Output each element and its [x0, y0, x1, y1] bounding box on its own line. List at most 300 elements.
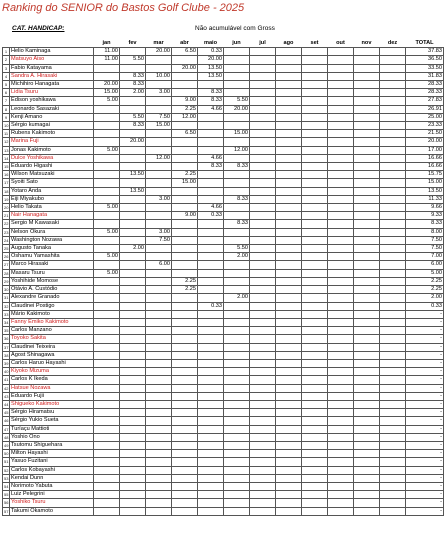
month-score: 8.33: [224, 163, 250, 171]
month-score: [198, 491, 224, 499]
table-row: [3, 228, 444, 236]
month-score: [120, 400, 146, 408]
month-score: [276, 458, 302, 466]
month-score: [146, 318, 172, 326]
month-score: [172, 236, 198, 244]
month-score: [146, 171, 172, 179]
month-score: [328, 466, 354, 474]
header-month: jan: [94, 40, 120, 48]
month-score: [380, 343, 406, 351]
rank-number: 36: [4, 336, 9, 342]
rank-number: 18: [4, 188, 9, 194]
month-score: [354, 163, 380, 171]
total-score: -: [406, 474, 444, 482]
month-score: [198, 81, 224, 89]
rank-number: 2: [3, 56, 10, 64]
month-score: [224, 187, 250, 195]
month-score: [172, 154, 198, 162]
month-score: [380, 474, 406, 482]
total-score: -: [406, 327, 444, 335]
month-score: [94, 154, 120, 162]
rank-number: 16: [4, 172, 9, 178]
month-score: [354, 294, 380, 302]
total-score: -: [406, 425, 444, 433]
month-score: [250, 433, 276, 441]
month-score: [120, 433, 146, 441]
month-score: [328, 220, 354, 228]
table-row: [3, 450, 444, 458]
month-score: 2.00: [120, 89, 146, 97]
month-score: [120, 294, 146, 302]
month-score: 3.00: [146, 89, 172, 97]
month-score: [354, 450, 380, 458]
month-score: [172, 450, 198, 458]
month-score: [276, 163, 302, 171]
month-score: 13.50: [120, 187, 146, 195]
player-name: Kiyoko Mizuma: [10, 368, 94, 376]
player-name: Sérgio Hiramatsu: [10, 409, 94, 417]
month-score: [354, 72, 380, 80]
category-label: CAT. HANDICAP:: [12, 25, 65, 32]
month-score: [354, 105, 380, 113]
month-score: [146, 212, 172, 220]
table-row: [3, 409, 444, 417]
month-score: 11.00: [94, 56, 120, 64]
player-name: Yasuo Fuzitani: [10, 458, 94, 466]
month-score: [354, 433, 380, 441]
month-score: [302, 359, 328, 367]
month-score: [198, 499, 224, 507]
month-score: 8.33: [224, 220, 250, 228]
month-score: [328, 425, 354, 433]
month-score: [94, 499, 120, 507]
month-score: [354, 499, 380, 507]
total-score: 13.50: [406, 187, 444, 195]
month-score: [380, 384, 406, 392]
month-score: [276, 212, 302, 220]
month-score: [172, 122, 198, 130]
month-score: 8.33: [198, 163, 224, 171]
total-score: -: [406, 466, 444, 474]
rank-number: 27: [4, 262, 9, 268]
month-score: [302, 146, 328, 154]
month-score: [380, 220, 406, 228]
month-score: [380, 450, 406, 458]
month-score: [354, 81, 380, 89]
month-score: [224, 466, 250, 474]
total-score: -: [406, 450, 444, 458]
month-score: 8.33: [120, 122, 146, 130]
month-score: [302, 187, 328, 195]
table-row: [3, 318, 444, 326]
month-score: [276, 384, 302, 392]
month-score: [146, 507, 172, 515]
month-score: [224, 425, 250, 433]
month-score: [302, 491, 328, 499]
table-row: [3, 261, 444, 269]
month-score: [328, 376, 354, 384]
month-score: [224, 474, 250, 482]
month-score: [380, 48, 406, 56]
rank-number: 28: [4, 270, 9, 276]
month-score: 2.25: [172, 277, 198, 285]
total-score: 9.33: [406, 212, 444, 220]
month-score: 12.00: [224, 146, 250, 154]
month-score: [328, 72, 354, 80]
month-score: [94, 195, 120, 203]
month-score: [198, 425, 224, 433]
month-score: [198, 327, 224, 335]
table-row: [3, 425, 444, 433]
month-score: [224, 335, 250, 343]
month-score: [120, 482, 146, 490]
month-score: [328, 269, 354, 277]
month-score: [172, 327, 198, 335]
month-score: [198, 368, 224, 376]
player-name: Lidia Tsuru: [10, 89, 94, 97]
month-score: [172, 433, 198, 441]
month-score: 6.00: [146, 261, 172, 269]
month-score: [276, 56, 302, 64]
month-score: [224, 154, 250, 162]
month-score: [354, 138, 380, 146]
month-score: [146, 327, 172, 335]
month-score: [328, 228, 354, 236]
month-score: [120, 327, 146, 335]
month-score: [94, 286, 120, 294]
month-score: [302, 48, 328, 56]
month-score: [328, 113, 354, 121]
table-row: [3, 89, 444, 97]
month-score: 9.00: [172, 97, 198, 105]
header-month: maio: [198, 40, 224, 48]
month-score: [302, 302, 328, 310]
month-score: [146, 482, 172, 490]
header-total: TOTAL: [406, 40, 444, 48]
month-score: [94, 474, 120, 482]
month-score: 20.00: [224, 105, 250, 113]
player-name: Helio Kaminaga: [10, 48, 94, 56]
month-score: [302, 458, 328, 466]
month-score: [276, 507, 302, 515]
player-name: Eduardo Fujii: [10, 392, 94, 400]
player-name: Dulce Yoshikawa: [10, 154, 94, 162]
table-row: [3, 482, 444, 490]
month-score: [224, 204, 250, 212]
month-score: [198, 441, 224, 449]
month-score: [354, 441, 380, 449]
month-score: [198, 409, 224, 417]
month-score: [146, 384, 172, 392]
month-score: [250, 89, 276, 97]
month-score: [120, 220, 146, 228]
table-row: [3, 433, 444, 441]
rank-number: 26: [4, 254, 9, 260]
player-name: Marina Fuji: [10, 138, 94, 146]
month-score: [354, 491, 380, 499]
month-score: [250, 359, 276, 367]
table-row: [3, 269, 444, 277]
month-score: [146, 105, 172, 113]
month-score: [380, 81, 406, 89]
rank-number: 43: [4, 393, 9, 399]
month-score: [172, 335, 198, 343]
month-score: [302, 220, 328, 228]
month-score: [302, 441, 328, 449]
month-score: [354, 220, 380, 228]
month-score: [224, 310, 250, 318]
rank-number: 30: [4, 287, 9, 293]
month-score: [224, 482, 250, 490]
table-row: [3, 302, 444, 310]
month-score: [172, 417, 198, 425]
month-score: [276, 466, 302, 474]
month-score: [250, 277, 276, 285]
month-score: [276, 253, 302, 261]
month-score: [250, 441, 276, 449]
month-score: [276, 392, 302, 400]
month-score: [94, 187, 120, 195]
month-score: [354, 154, 380, 162]
month-score: [276, 138, 302, 146]
month-score: [172, 368, 198, 376]
table-row: [3, 441, 444, 449]
month-score: [276, 474, 302, 482]
player-name: Rubens Kakimoto: [10, 130, 94, 138]
month-score: 2.00: [120, 245, 146, 253]
month-score: [276, 450, 302, 458]
month-score: [146, 245, 172, 253]
month-score: 7.50: [146, 236, 172, 244]
month-score: [120, 48, 146, 56]
month-score: [302, 154, 328, 162]
month-score: [380, 72, 406, 80]
total-score: -: [406, 368, 444, 376]
month-score: [172, 482, 198, 490]
month-score: [94, 376, 120, 384]
rank-number: 42: [4, 385, 9, 391]
rank-number: 1: [3, 48, 10, 56]
month-score: 8.33: [198, 97, 224, 105]
month-score: [328, 81, 354, 89]
month-score: [172, 187, 198, 195]
month-score: [198, 384, 224, 392]
month-score: [328, 368, 354, 376]
month-score: [276, 310, 302, 318]
total-score: -: [406, 335, 444, 343]
month-score: [250, 171, 276, 179]
rank-number: 50: [4, 451, 9, 457]
month-score: [250, 482, 276, 490]
month-score: [276, 187, 302, 195]
rank-number: 40: [4, 369, 9, 375]
month-score: [380, 425, 406, 433]
month-score: [172, 146, 198, 154]
month-score: [250, 138, 276, 146]
month-score: [250, 269, 276, 277]
month-score: [328, 441, 354, 449]
month-score: [380, 245, 406, 253]
month-score: [172, 220, 198, 228]
rank-number: 44: [4, 401, 9, 407]
table-row: [3, 466, 444, 474]
table-row: [3, 499, 444, 507]
month-score: [380, 228, 406, 236]
month-score: [224, 138, 250, 146]
month-score: [328, 458, 354, 466]
month-score: [250, 376, 276, 384]
month-score: [328, 294, 354, 302]
month-score: [276, 171, 302, 179]
total-score: -: [406, 392, 444, 400]
month-score: 12.00: [146, 154, 172, 162]
month-score: [94, 466, 120, 474]
rank-number: 25: [4, 246, 9, 252]
ranking-rows: [3, 48, 444, 516]
table-row: [3, 277, 444, 285]
month-score: [198, 458, 224, 466]
month-score: [94, 130, 120, 138]
month-score: [302, 253, 328, 261]
rank-number: 12: [4, 139, 9, 145]
month-score: [354, 130, 380, 138]
month-score: 5.00: [94, 253, 120, 261]
month-score: [302, 482, 328, 490]
month-score: 5.00: [94, 269, 120, 277]
month-score: [250, 302, 276, 310]
header-month: abr: [172, 40, 198, 48]
rank-number: 21: [4, 213, 9, 219]
month-score: [120, 392, 146, 400]
month-score: [94, 400, 120, 408]
month-score: [146, 491, 172, 499]
total-score: -: [406, 376, 444, 384]
month-score: [380, 327, 406, 335]
player-name: Syoiti Sato: [10, 179, 94, 187]
month-score: [354, 195, 380, 203]
month-score: [302, 384, 328, 392]
month-score: [302, 310, 328, 318]
table-row: [3, 310, 444, 318]
month-score: [120, 130, 146, 138]
month-score: [354, 286, 380, 294]
month-score: [120, 236, 146, 244]
month-score: [224, 441, 250, 449]
month-score: [120, 425, 146, 433]
month-score: [328, 163, 354, 171]
month-score: [120, 302, 146, 310]
month-score: [198, 474, 224, 482]
month-score: [146, 359, 172, 367]
month-score: [224, 450, 250, 458]
month-score: [276, 228, 302, 236]
month-score: [276, 351, 302, 359]
month-score: [354, 64, 380, 72]
total-score: 33.50: [406, 64, 444, 72]
month-score: [250, 105, 276, 113]
month-score: [354, 376, 380, 384]
month-score: [328, 138, 354, 146]
month-score: [94, 122, 120, 130]
month-score: [120, 450, 146, 458]
month-score: [198, 359, 224, 367]
player-name: Milton Hayashi: [10, 450, 94, 458]
total-score: 21.50: [406, 130, 444, 138]
month-score: [250, 72, 276, 80]
month-score: [172, 302, 198, 310]
month-score: [198, 286, 224, 294]
month-score: 20.00: [198, 56, 224, 64]
month-score: [250, 236, 276, 244]
month-score: [120, 499, 146, 507]
month-score: [276, 122, 302, 130]
month-score: [276, 113, 302, 121]
player-name: Wilson Matsuzaki: [10, 171, 94, 179]
month-score: [172, 261, 198, 269]
month-score: [380, 89, 406, 97]
total-score: 8.33: [406, 220, 444, 228]
month-score: [198, 417, 224, 425]
month-score: [120, 195, 146, 203]
total-score: -: [406, 359, 444, 367]
month-score: [276, 368, 302, 376]
total-score: 7.50: [406, 245, 444, 253]
month-score: [146, 417, 172, 425]
month-score: [276, 220, 302, 228]
month-score: [302, 376, 328, 384]
month-score: [172, 441, 198, 449]
month-score: [94, 64, 120, 72]
month-score: [302, 343, 328, 351]
rank-number: 6: [3, 89, 10, 97]
rank-number: 49: [4, 442, 9, 448]
month-score: [276, 302, 302, 310]
month-score: [198, 122, 224, 130]
rank-number: 53: [4, 475, 9, 481]
header-month: out: [328, 40, 354, 48]
month-score: [302, 163, 328, 171]
month-score: [328, 343, 354, 351]
total-score: 17.00: [406, 146, 444, 154]
month-score: [276, 146, 302, 154]
player-name: Augusto Tanaka: [10, 245, 94, 253]
month-score: [250, 122, 276, 130]
month-score: [120, 409, 146, 417]
month-score: [198, 392, 224, 400]
table-row: [3, 245, 444, 253]
month-score: [250, 335, 276, 343]
month-score: [172, 359, 198, 367]
month-score: [250, 56, 276, 64]
rank-number: 48: [4, 434, 9, 440]
total-score: -: [406, 482, 444, 490]
month-score: [302, 72, 328, 80]
table-row: [3, 204, 444, 212]
month-score: [302, 171, 328, 179]
month-score: [328, 351, 354, 359]
month-score: [302, 433, 328, 441]
month-score: [276, 400, 302, 408]
month-score: [172, 458, 198, 466]
month-score: 7.50: [146, 113, 172, 121]
month-score: 8.33: [198, 89, 224, 97]
total-score: -: [406, 499, 444, 507]
month-score: [146, 458, 172, 466]
month-score: [276, 425, 302, 433]
player-name: Kenji Amano: [10, 113, 94, 121]
total-score: 27.83: [406, 97, 444, 105]
month-score: [354, 425, 380, 433]
